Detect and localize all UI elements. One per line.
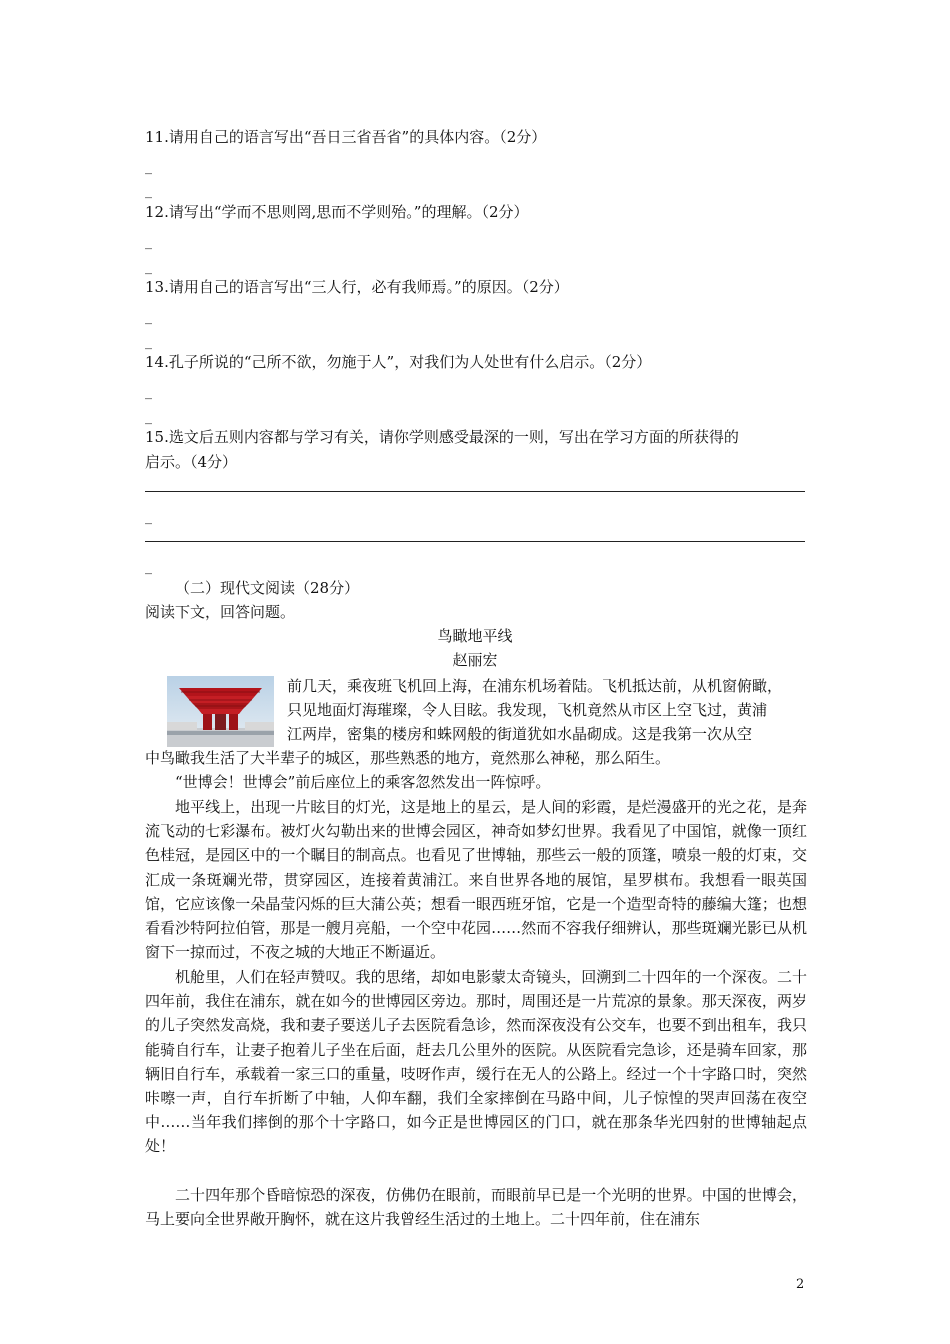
article-paragraph-3: 地平线上，出现一片眩目的灯光，这是地上的星云，是人间的彩霞，是烂漫盛开的光之花，是奔流飞动的七彩瀑布。被灯火勾勒出来的世博会园区，神奇如梦幻世界。我看见了中国馆，就像一顶红色桂冠，是园区中的一个瞩目的制高点。也看见了世博轴，那些云一般的顶篷，喷泉一般的灯束，交汇成一条斑斓光带，贯穿园区，连接着黄浦江。来自世界各地的展馆，星罗棋布。我想看一眼英国馆，它应该像一朵晶莹闪烁的巨大蒲公英；想看一眼西班牙馆，它是一个造型奇特的藤编大篷；也想看看沙特阿拉伯管，那是一艘月亮船，一个空中花园……然而不容我仔细辨认，那些斑斓光影已从机窗下一掠而过，不夜之城的大地正不断逼近。 [145,798,807,962]
article-paragraph-5: 二十四年那个昏暗惊恐的深夜，仿佛仍在眼前，而眼前早已是一个光明的世界。中国的世博会，马上要向全世界敞开胸怀，就在这片我曾经生活过的土地上。二十四年前，住在浦东 [145,1186,807,1229]
article-author: 赵丽宏 [452,651,498,669]
question-14: 14.孔子所说的“己所不欲，勿施于人”，对我们为人处世有什么启示。（2分） [145,353,652,371]
answer-blank: _ [145,234,152,250]
question-11: 11.请用自己的语言写出“吾日三省吾省”的具体内容。（2分） [145,128,547,146]
answer-blank: _ [145,509,152,525]
answer-blank: _ [145,559,152,575]
question-15: 15.选文后五则内容都与学习有关，请你学则感受最深的一则，写出在学习方面的所获得的 [145,428,739,446]
china-pavilion-photo [167,676,274,747]
question-15-continued: 启示。（4分） [145,453,238,471]
question-12: 12.请写出“学而不思则罔,思而不学则殆。”的理解。（2分） [145,203,529,221]
answer-blank: _ [145,334,152,350]
answer-rule [145,541,805,542]
section-instruction: 阅读下文，回答问题。 [145,603,296,621]
article-title: 鸟瞰地平线 [437,627,513,645]
section-heading: （二）现代文阅读（28分） [175,579,360,597]
answer-blank: _ [145,259,152,275]
answer-blank: _ [145,409,152,425]
answer-blank: _ [145,159,152,175]
article-paragraph-4: 机舱里，人们在轻声赞叹。我的思绪，却如电影蒙太奇镜头，回溯到二十四年的一个深夜。二十四年前，我住在浦东，就在如今的世博园区旁边。那时，周围还是一片荒凉的景象。那天深夜，两岁的儿子突然发高烧，我和妻子要送儿子去医院看急诊，然而深夜没有公交车，也要不到出租车，我只能骑自行车，让妻子抱着儿子坐在后面，赶去几公里外的医院。从医院看完急诊，还是骑车回家，那辆旧自行车，承载着一家三口的重量，吱呀作声，缓行在无人的公路上。经过一个十字路口时，突然咔嚓一声，自行车折断了中轴，人仰车翻，我们全家摔倒在马路中间，儿子惊惶的哭声回荡在夜空中……当年我们摔倒的那个十字路口，如今正是世博园区的门口，就在那条华光四射的世博轴起点处！ [145,968,807,1156]
answer-rule [145,491,805,492]
answer-blank: _ [145,183,152,199]
question-13: 13.请用自己的语言写出“三人行，必有我师焉。”的原因。（2分） [145,278,569,296]
answer-blank: _ [145,309,152,325]
answer-blank: _ [145,384,152,400]
page-number: 2 [796,1277,805,1292]
article-text-line: 江两岸，密集的楼房和蛛网般的街道犹如水晶砌成。这是我第一次从空 [287,725,753,743]
article-text-line: 中鸟瞰我生活了大半辈子的城区，那些熟悉的地方，竟然那么神秘，那么陌生。 [145,749,671,767]
article-text-line: 前几天，乘夜班飞机回上海，在浦东机场着陆。飞机抵达前，从机窗俯瞰， [287,677,783,695]
article-text-line: 只见地面灯海璀璨，令人目眩。我发现，飞机竟然从市区上空飞过，黄浦 [287,701,768,719]
article-paragraph-2: “世博会！世博会”前后座位上的乘客忽然发出一阵惊呼。 [175,773,551,791]
